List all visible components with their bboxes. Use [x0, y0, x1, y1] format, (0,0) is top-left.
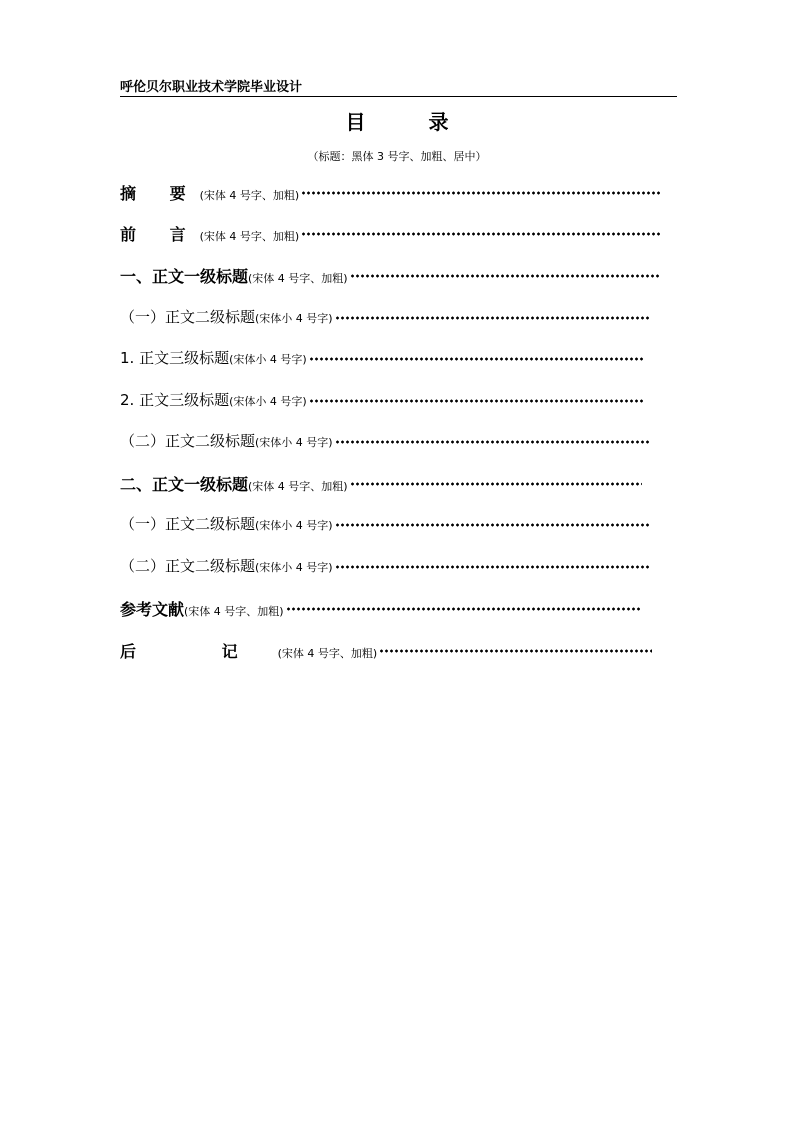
toc-entry-format-note: (宋体小 4 号字) [255, 312, 333, 325]
toc-entry-format-note: (宋体 4 号字、加粗) [277, 647, 378, 660]
toc-entry-label: 前 言 [120, 225, 200, 244]
toc-entry-format-note: (宋体 4 号字、加粗) [199, 189, 300, 202]
toc-entry-format-note: (宋体 4 号字、加粗) [199, 230, 300, 243]
toc-entry-label: （二）正文二级标题 [120, 557, 256, 575]
dot-leader [379, 648, 652, 654]
toc-entry-chapter-1[interactable] [120, 264, 660, 288]
page-title: 目 录 [345, 110, 477, 134]
toc-entry-chapter-1-subsection-1[interactable] [120, 347, 644, 371]
dot-leader [335, 315, 650, 321]
toc-entry-label: 2. 正文三级标题 [120, 391, 230, 409]
dot-leader [335, 564, 650, 570]
toc-entry-references[interactable] [120, 597, 642, 621]
dot-leader [309, 398, 644, 404]
toc-entry-label: 一、正文一级标题 [120, 267, 249, 286]
toc-entry-label: （一）正文二级标题 [120, 308, 256, 326]
toc-entry-format-note: (宋体小 4 号字) [255, 436, 333, 449]
page-header [120, 74, 677, 97]
dot-leader [350, 273, 660, 279]
toc-entry-label: 摘 要 [120, 184, 200, 203]
toc-entry-abstract[interactable] [120, 181, 660, 205]
dot-leader [301, 190, 660, 196]
toc-entry-label: 1. 正文三级标题 [120, 349, 230, 367]
toc-entry-chapter-1-section-1[interactable] [120, 306, 650, 330]
dot-leader [335, 522, 650, 528]
toc-entry-format-note: (宋体 4 号字、加粗) [184, 605, 284, 618]
toc-entry-format-note: (宋体小 4 号字) [255, 561, 333, 574]
header-title: 呼伦贝尔职业技术学院毕业设计 [120, 80, 303, 95]
toc-entry-preface[interactable] [120, 222, 660, 246]
toc-entry-label: 参考文献 [120, 600, 185, 619]
title-format-note: （标题：黑体 3 号字、加粗、居中） [307, 150, 487, 163]
dot-leader [350, 481, 642, 487]
toc-entry-chapter-2-section-1[interactable] [120, 513, 650, 537]
toc-entry-label: 二、正文一级标题 [120, 475, 249, 494]
toc-entry-chapter-2-section-2[interactable] [120, 555, 650, 579]
toc-entry-format-note: (宋体小 4 号字) [229, 353, 307, 366]
toc-entry-chapter-1-section-2[interactable] [120, 430, 650, 454]
toc-entry-label: （二）正文二级标题 [120, 432, 256, 450]
dot-leader [309, 356, 644, 362]
toc-entry-chapter-2[interactable] [120, 472, 642, 496]
dot-leader [301, 231, 660, 237]
toc-entry-chapter-1-subsection-2[interactable] [120, 389, 644, 413]
toc-entry-label: 后 记 [120, 642, 278, 661]
toc-entry-format-note: (宋体小 4 号字) [229, 395, 307, 408]
toc-entry-format-note: (宋体 4 号字、加粗) [248, 272, 348, 285]
dot-leader [335, 439, 650, 445]
toc-entry-format-note: (宋体 4 号字、加粗) [248, 480, 348, 493]
dot-leader [286, 606, 642, 612]
toc-entry-label: （一）正文二级标题 [120, 515, 256, 533]
toc-entry-format-note: (宋体小 4 号字) [255, 519, 333, 532]
toc-entry-postscript[interactable] [120, 639, 652, 663]
